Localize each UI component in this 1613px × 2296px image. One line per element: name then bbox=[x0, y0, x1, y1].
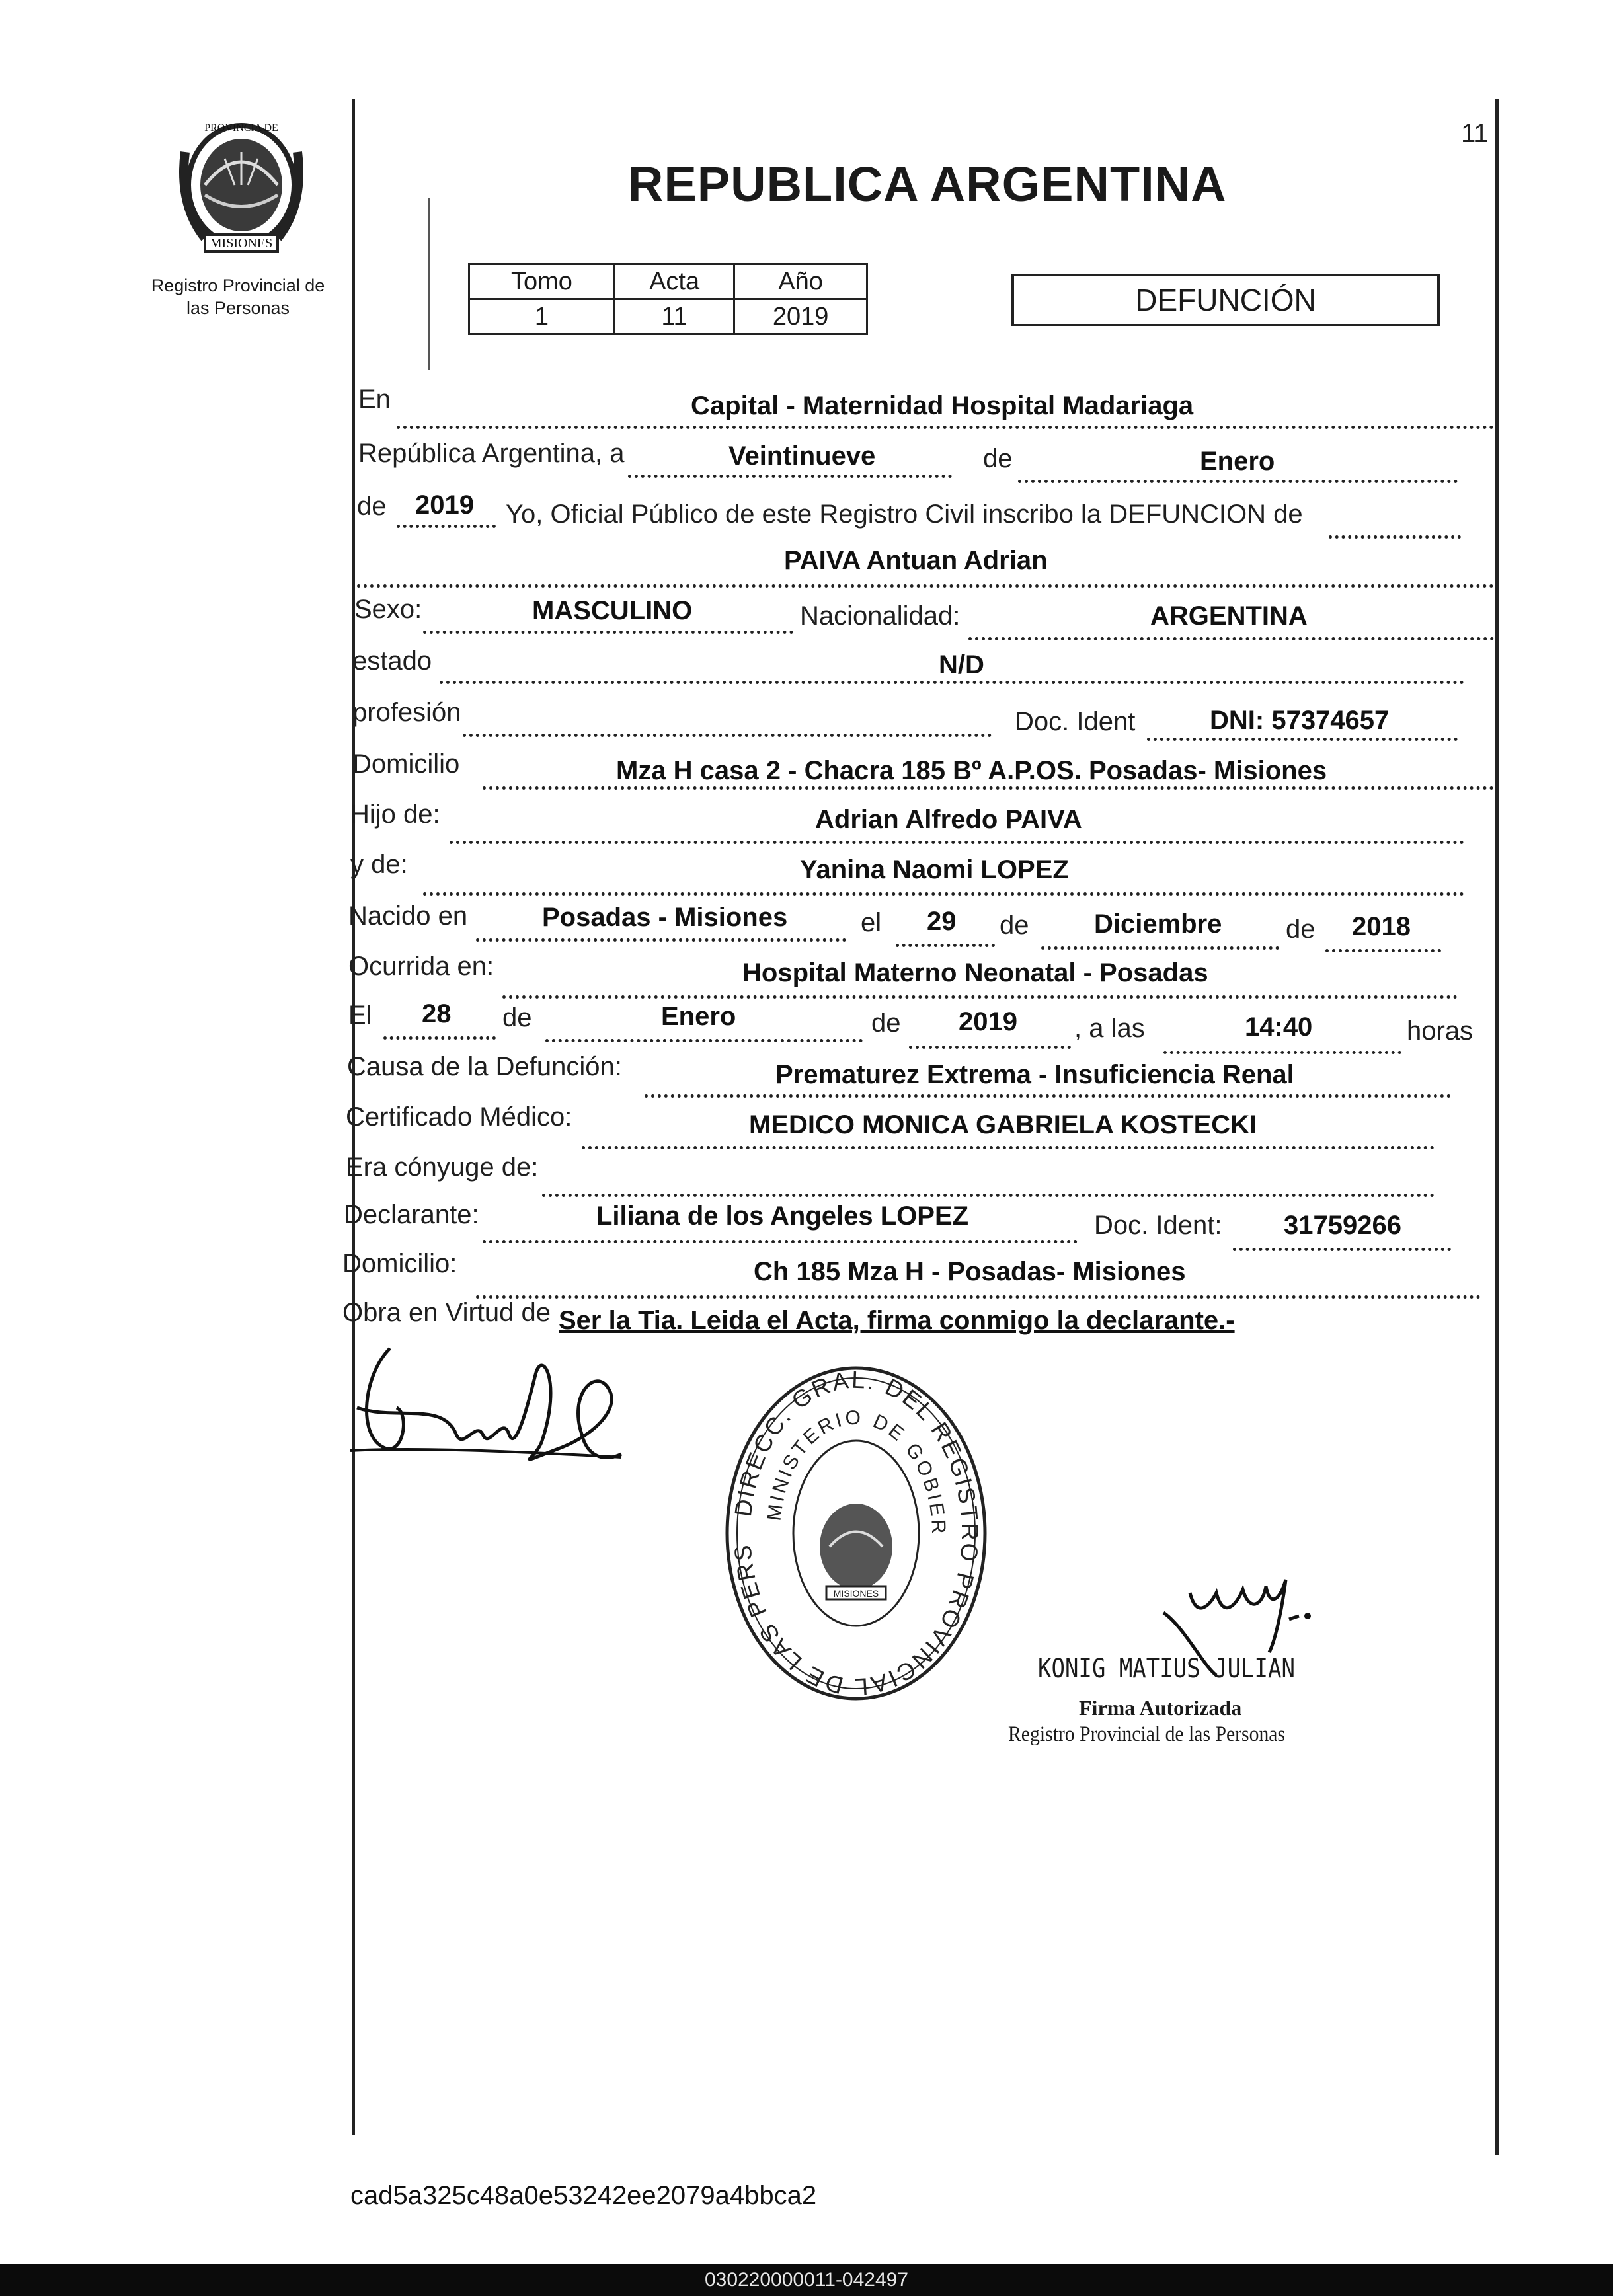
nac-mes-value: Diciembre bbox=[1094, 909, 1222, 938]
def-mes-dotline bbox=[545, 1039, 863, 1042]
domicilio2-value: Ch 185 Mza H - Posadas- Misiones bbox=[754, 1257, 1186, 1286]
nac-de-label: de bbox=[1000, 911, 1029, 940]
def-anio-dotline bbox=[909, 1046, 1071, 1049]
page-number: 11 bbox=[1461, 119, 1489, 148]
sexo-value: MASCULINO bbox=[532, 596, 693, 625]
oficial-text: Yo, Oficial Público de este Registro Civil inscribo la DEFUNCION de bbox=[506, 500, 1303, 529]
horas-label: horas bbox=[1407, 1016, 1474, 1046]
def-de-label: de bbox=[502, 1003, 532, 1032]
nacido-label: Nacido en bbox=[348, 901, 468, 931]
en-dotline bbox=[397, 426, 1494, 429]
nacido-value: Posadas - Misiones bbox=[542, 903, 788, 932]
doc-ident-dotline bbox=[1147, 738, 1458, 741]
province-seal-logo bbox=[165, 112, 317, 264]
right-border-line bbox=[1495, 99, 1499, 2155]
def-anio-value: 2019 bbox=[959, 1007, 1017, 1036]
declarante-doc-value: 31759266 bbox=[1284, 1211, 1401, 1240]
padre-value: Adrian Alfredo PAIVA bbox=[815, 805, 1082, 834]
certificado-value: MEDICO MONICA GABRIELA KOSTECKI bbox=[749, 1110, 1257, 1139]
hora-dotline bbox=[1163, 1051, 1401, 1054]
estado-value: N/D bbox=[939, 650, 984, 679]
doc-ident-value: DNI: 57374657 bbox=[1210, 706, 1390, 735]
document-hash: cad5a325c48a0e53242ee2079a4bbca2 bbox=[350, 2181, 817, 2210]
obra-label: Obra en Virtud de bbox=[342, 1298, 551, 1327]
y-de-label: y de: bbox=[350, 850, 408, 879]
table-header: Acta bbox=[614, 264, 734, 299]
obra-value: Ser la Tia. Leida el Acta, firma conmigo la declarante.- bbox=[559, 1306, 1235, 1335]
hijo-label: Hijo de: bbox=[350, 800, 440, 829]
domicilio-dotline bbox=[483, 786, 1494, 790]
nac-anio-dotline bbox=[1325, 949, 1441, 952]
el2-label: El bbox=[348, 1001, 372, 1030]
en-label: En bbox=[358, 385, 391, 414]
stamp-inner-text: MINISTERIO DE GOBIER bbox=[763, 1406, 950, 1537]
ocurrida-label: Ocurrida en: bbox=[348, 952, 494, 981]
domicilio-label: Domicilio bbox=[352, 749, 460, 779]
def-mes-value: Enero bbox=[661, 1002, 736, 1031]
record-type-box: DEFUNCIÓN bbox=[1011, 274, 1440, 326]
declarante-label: Declarante: bbox=[344, 1200, 479, 1229]
a-las-label: , a las bbox=[1074, 1014, 1145, 1043]
madre-dotline bbox=[423, 892, 1464, 896]
tomo-value: 1 bbox=[469, 299, 615, 334]
mes-dotline bbox=[1018, 480, 1458, 483]
nac-dia-value: 29 bbox=[927, 907, 957, 936]
certificado-label: Certificado Médico: bbox=[346, 1102, 572, 1131]
svg-text:PROVINCIA DE: PROVINCIA DE bbox=[204, 122, 278, 134]
el-label: el bbox=[861, 908, 882, 937]
anio-value: 2019 bbox=[415, 490, 474, 519]
republica-label: República Argentina, a bbox=[358, 439, 625, 468]
padre-dotline bbox=[450, 841, 1464, 844]
profesion-dotline bbox=[463, 734, 992, 737]
dia-dotline bbox=[628, 475, 952, 478]
inner-border-line bbox=[428, 198, 430, 370]
domicilio2-label: Domicilio: bbox=[342, 1249, 457, 1278]
acta-value: 11 bbox=[614, 299, 734, 334]
declarant-signature bbox=[344, 1335, 648, 1487]
nacido-dotline bbox=[476, 938, 846, 942]
madre-value: Yanina Naomi LOPEZ bbox=[800, 855, 1069, 884]
svg-text:MISIONES: MISIONES bbox=[210, 236, 273, 250]
def-de2-label: de bbox=[871, 1009, 901, 1038]
de-anio-label: de bbox=[357, 492, 387, 521]
footer-bar bbox=[0, 2264, 1613, 2296]
official-stamp bbox=[711, 1361, 1002, 1705]
country-title: REPUBLICA ARGENTINA bbox=[628, 157, 1227, 211]
estado-label: estado bbox=[352, 646, 432, 675]
sexo-dotline bbox=[423, 631, 793, 634]
nac-anio-value: 2018 bbox=[1352, 912, 1411, 941]
nac-mes-dotline bbox=[1041, 946, 1279, 950]
nacionalidad-value: ARGENTINA bbox=[1150, 601, 1308, 631]
def-dia-value: 28 bbox=[422, 999, 452, 1028]
domicilio2-dotline bbox=[476, 1295, 1481, 1299]
def-dia-dotline bbox=[383, 1036, 496, 1040]
footer-code: 030220000011-042497 bbox=[704, 2269, 909, 2291]
ocurrida-dotline bbox=[502, 995, 1458, 999]
doc-ident-label: Doc. Ident bbox=[1015, 707, 1136, 736]
officer-registry: Registro Provincial de las Personas bbox=[1008, 1722, 1286, 1746]
en-value: Capital - Maternidad Hospital Madariaga bbox=[691, 391, 1194, 420]
declarante-doc-label: Doc. Ident: bbox=[1094, 1211, 1222, 1240]
officer-title: Firma Autorizada bbox=[1079, 1696, 1242, 1720]
de-label: de bbox=[983, 444, 1013, 473]
stamp-outer-text: DIRECC. GRAL. DEL REGISTRO PROVINCIAL DE LAS PERS bbox=[728, 1365, 984, 1701]
registry-name: Registro Provincial de las Personas bbox=[151, 276, 325, 318]
conyuge-dotline bbox=[542, 1194, 1435, 1197]
stamp-center-text: MISIONES bbox=[833, 1588, 879, 1599]
conyuge-label: Era cónyuge de: bbox=[346, 1153, 539, 1182]
nac-de2-label: de bbox=[1286, 915, 1316, 944]
table-header: Año bbox=[734, 264, 867, 299]
sexo-label: Sexo: bbox=[354, 595, 422, 624]
anio-value: 2019 bbox=[734, 299, 867, 334]
nombre-dotline bbox=[357, 584, 1494, 588]
declarante-dotline bbox=[483, 1240, 1078, 1243]
mes-value: Enero bbox=[1200, 447, 1275, 476]
dia-value: Veintinueve bbox=[728, 441, 876, 471]
anio-dotline bbox=[397, 525, 496, 528]
nacionalidad-label: Nacionalidad: bbox=[800, 601, 961, 631]
oficial-end-dotline bbox=[1329, 535, 1461, 539]
table-header: Tomo bbox=[469, 264, 615, 299]
nac-dia-dotline bbox=[896, 944, 995, 947]
ocurrida-value: Hospital Materno Neonatal - Posadas bbox=[742, 958, 1208, 987]
causa-label: Causa de la Defunción: bbox=[347, 1052, 622, 1081]
certificado-dotline bbox=[582, 1146, 1435, 1149]
deceased-name: PAIVA Antuan Adrian bbox=[784, 546, 1048, 575]
causa-value: Prematurez Extrema - Insuficiencia Renal bbox=[775, 1060, 1294, 1089]
register-table bbox=[468, 263, 868, 335]
domicilio-value: Mza H casa 2 - Chacra 185 Bº A.P.OS. Posadas- Misiones bbox=[616, 756, 1327, 785]
declarante-doc-dotline bbox=[1233, 1248, 1451, 1251]
causa-dotline bbox=[645, 1094, 1451, 1098]
profesion-label: profesión bbox=[352, 698, 461, 727]
hora-value: 14:40 bbox=[1245, 1013, 1313, 1042]
estado-dotline bbox=[440, 681, 1464, 684]
declarante-value: Liliana de los Angeles LOPEZ bbox=[596, 1202, 969, 1231]
nacionalidad-dotline bbox=[968, 637, 1494, 640]
officer-name: KONIG MATIUS JULIAN bbox=[1038, 1654, 1295, 1684]
